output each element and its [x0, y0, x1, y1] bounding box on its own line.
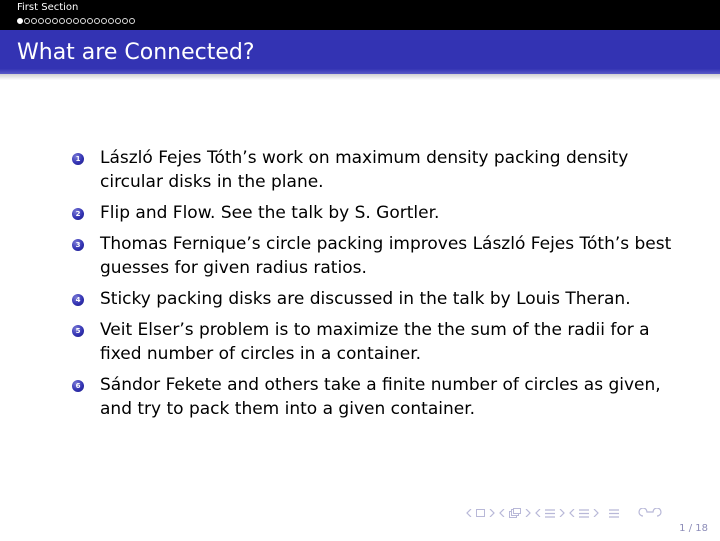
nav-slide-icon[interactable]: [476, 509, 485, 517]
item-text: Sticky packing disks are discussed in the talk by Louis Theran.: [100, 289, 631, 309]
nav-subsection-left-icon[interactable]: [535, 509, 541, 517]
list-item: [72, 287, 672, 311]
item-number-ball: 5: [72, 325, 84, 337]
list-item: [72, 146, 672, 194]
slide-nav-dot[interactable]: [66, 18, 72, 24]
slide-nav-dot[interactable]: [129, 18, 135, 24]
list-item: [72, 232, 672, 280]
list-item: [72, 318, 672, 366]
item-text: Thomas Fernique’s circle packing improves László Fejes Tóth’s best guesses for given radius ratios.: [100, 234, 672, 278]
list-item: [72, 201, 672, 225]
slide-nav-dot[interactable]: [73, 18, 79, 24]
page-number: 1 / 18: [679, 523, 708, 534]
section-name[interactable]: First Section: [17, 2, 79, 13]
slide-nav-dots: [17, 16, 135, 25]
nav-subsection-right-icon[interactable]: [559, 509, 565, 517]
item-text: Sándor Fekete and others take a finite number of circles as given, and try to pack them into a given container.: [100, 375, 661, 419]
slide-nav-dot[interactable]: [87, 18, 93, 24]
slide-nav-dot[interactable]: [38, 18, 44, 24]
slide-nav-dot[interactable]: [17, 18, 23, 24]
title-shadow: [0, 74, 720, 80]
headline-bar: [0, 0, 720, 30]
nav-frame-left-icon[interactable]: [499, 509, 505, 517]
item-number-ball: 2: [72, 208, 84, 220]
slide-nav-dot[interactable]: [45, 18, 51, 24]
slide-nav-dot[interactable]: [59, 18, 65, 24]
list-item: [72, 373, 672, 421]
nav-back-forward-icon[interactable]: [637, 508, 663, 518]
beamer-navigation-bar: [466, 506, 663, 520]
frame-title-bar: [0, 30, 720, 74]
slide-nav-dot[interactable]: [52, 18, 58, 24]
nav-section-icon[interactable]: [579, 509, 589, 518]
slide-nav-dot[interactable]: [108, 18, 114, 24]
nav-slide-right-icon[interactable]: [489, 509, 495, 517]
slide-nav-dot[interactable]: [24, 18, 30, 24]
item-number-ball: 6: [72, 380, 84, 392]
item-text: Flip and Flow. See the talk by S. Gortler.: [100, 203, 440, 223]
slide-nav-dot[interactable]: [122, 18, 128, 24]
item-number-ball: 3: [72, 239, 84, 251]
slide-nav-dot[interactable]: [31, 18, 37, 24]
item-number-ball: 1: [72, 153, 84, 165]
nav-slide-left-icon[interactable]: [466, 509, 472, 517]
item-number-ball: 4: [72, 294, 84, 306]
slide-nav-dot[interactable]: [94, 18, 100, 24]
item-text: László Fejes Tóth’s work on maximum density packing density circular disks in the plane.: [100, 148, 629, 192]
nav-section-right-icon[interactable]: [593, 509, 599, 517]
slide-nav-dot[interactable]: [80, 18, 86, 24]
nav-document-icon[interactable]: [609, 509, 619, 518]
slide-nav-dot[interactable]: [115, 18, 121, 24]
slide-nav-dot[interactable]: [101, 18, 107, 24]
enumerated-list: [72, 146, 672, 428]
slide-title: What are Connected?: [17, 40, 255, 65]
item-text: Veit Elser’s problem is to maximize the the sum of the radii for a fixed number of circles in a container.: [100, 320, 650, 364]
nav-frame-right-icon[interactable]: [525, 509, 531, 517]
nav-subsection-icon[interactable]: [545, 509, 555, 518]
nav-frame-icon[interactable]: [509, 508, 521, 518]
nav-section-left-icon[interactable]: [569, 509, 575, 517]
